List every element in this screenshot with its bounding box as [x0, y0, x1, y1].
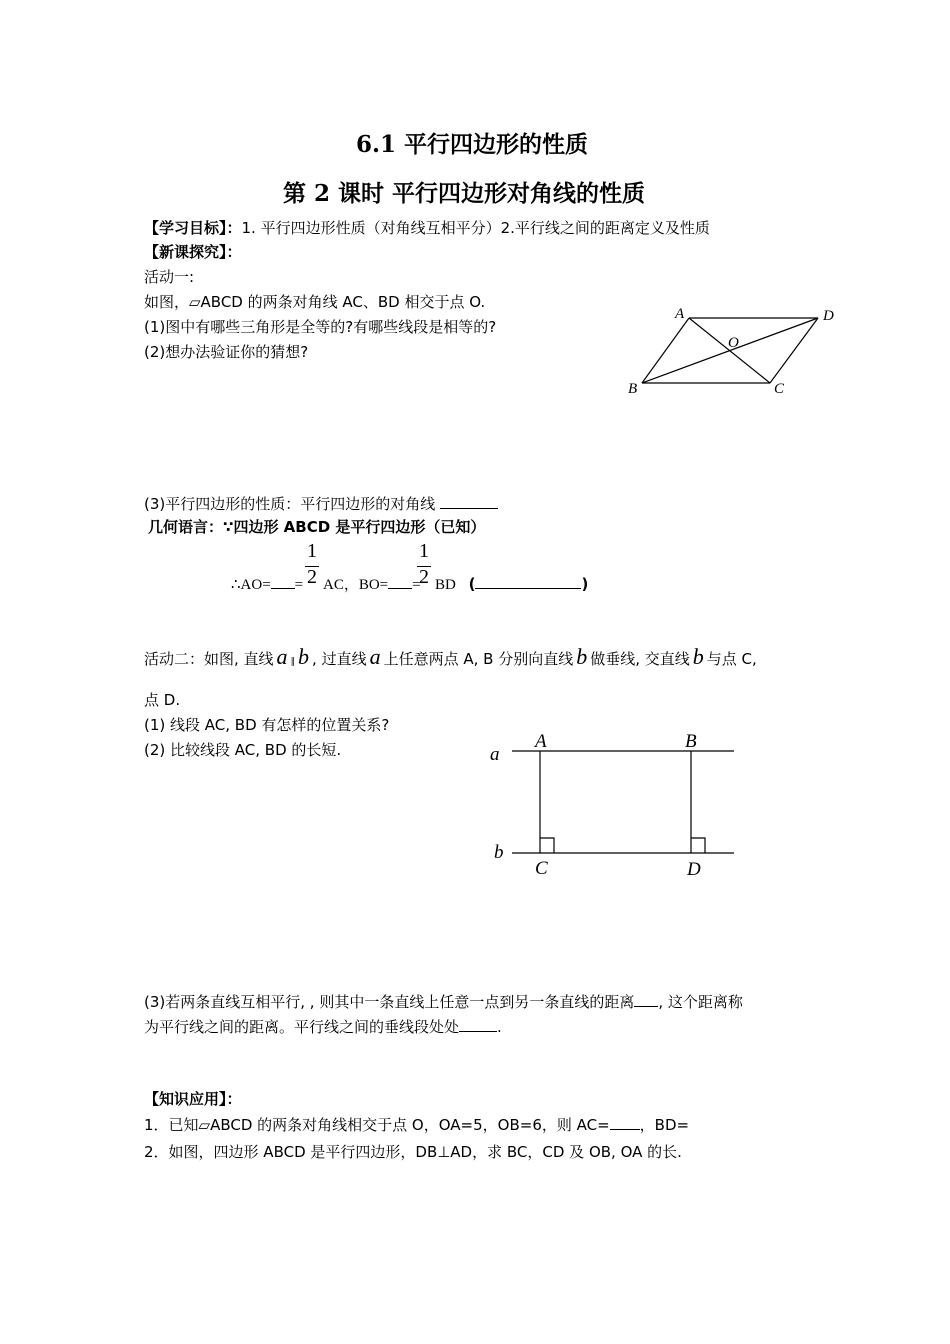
activity2-line1	[144, 645, 757, 674]
activity2-line2: 点 D.	[144, 691, 181, 709]
page-title: 6.1 平行四边形的性质	[356, 131, 589, 158]
blank-diagonal-property[interactable]	[440, 494, 498, 509]
label-C: C	[774, 381, 785, 397]
equals-sign: =	[294, 577, 304, 593]
side-BA	[642, 318, 689, 383]
parallel-symbol: ∥	[290, 657, 296, 667]
label-point-B: B	[685, 731, 697, 752]
blank-everywhere[interactable]	[459, 1017, 497, 1032]
var-b-3: b	[692, 644, 704, 669]
right-angle-D	[691, 838, 705, 853]
activity2-q2: (2) 比较线段 AC, BD 的长短.	[144, 741, 342, 759]
blank-AC[interactable]	[610, 1115, 640, 1130]
label-point-A: A	[535, 731, 547, 752]
activity2-q3-text-d: .	[497, 1018, 502, 1036]
activity1-q1: (1)图中有哪些三角形是全等的?有哪些线段是相等的?	[144, 318, 497, 336]
lesson-subtitle: 第 2 课时 平行四边形对角线的性质	[283, 180, 646, 207]
new-lesson-label: 【新课探究】：	[144, 243, 242, 261]
activity2-text-e: 与点 C,	[706, 650, 757, 668]
apply-label: 【知识应用】：	[144, 1090, 242, 1108]
label-A: A	[675, 306, 685, 322]
var-a-2: a	[369, 644, 381, 669]
bd-label: BD	[435, 577, 456, 593]
apply-problem-1	[144, 1115, 689, 1134]
activity2-text-d: 做垂线, 交直线	[590, 650, 690, 668]
goals-line	[144, 219, 710, 237]
equals-sign-2: =	[412, 577, 421, 593]
fraction-1-numerator: 1	[307, 540, 317, 562]
right-angle-C	[540, 838, 554, 853]
activity2-q3-text-b: , 这个距离称	[658, 993, 743, 1011]
apply-problem-2: 2．如图，四边形 ABCD 是平行四边形，DB⊥AD，求 BC，CD 及 OB, OA 的长.	[144, 1143, 682, 1161]
activity1-q3-text: (3)平行四边形的性质：平行四边形的对角线	[144, 495, 436, 513]
activity2-q3-text-c: 为平行线之间的距离。平行线之间的垂线段处处	[144, 1018, 460, 1036]
goals-label: 【学习目标】：	[144, 219, 242, 237]
ac-bo-text	[323, 574, 421, 594]
activity2-q3-line1	[144, 992, 743, 1011]
apply-p1-text-a: 1．已知▱ABCD 的两条对角线相交于点 O，OA=5，OB=6，则 AC=	[144, 1116, 610, 1134]
label-line-b: b	[494, 842, 504, 863]
paren-close: )	[581, 575, 589, 593]
therefore-text: ∴AO=	[231, 577, 271, 593]
label-O: O	[728, 335, 739, 351]
activity1-heading: 活动一:	[144, 268, 195, 286]
blank-AO[interactable]	[271, 574, 295, 589]
fraction-2-numerator: 1	[419, 540, 429, 562]
geometry-language: 几何语言：∵四边形 ABCD 是平行四边形（已知）	[148, 518, 486, 536]
side-DC	[770, 318, 818, 383]
var-b-2: b	[576, 644, 588, 669]
activity2-q3-text-a: (3)若两条直线互相平行, , 则其中一条直线上任意一点到另一条直线的距离	[144, 993, 635, 1011]
blank-reason[interactable]	[475, 574, 581, 589]
activity1-q3	[144, 494, 498, 513]
label-point-C: C	[535, 858, 548, 879]
var-b: b	[298, 644, 310, 669]
fraction-1-denominator: 2	[307, 566, 317, 588]
activity1-intro: 如图，▱ABCD 的两条对角线 AC、BD 相交于点 O.	[144, 293, 486, 311]
activity2-q1: (1) 线段 AC, BD 有怎样的位置关系?	[144, 716, 390, 734]
activity2-q3-line2	[144, 1017, 502, 1036]
fraction-2-denominator: 2	[419, 566, 429, 588]
parallel-lines-figure	[480, 725, 750, 885]
bd-reason	[435, 574, 588, 594]
activity2-text-b: , 过直线	[312, 650, 367, 668]
paren-open: (	[468, 575, 476, 593]
ac-bo-label: AC，BO=	[323, 577, 389, 593]
label-point-D: D	[687, 859, 701, 880]
activity1-q2: (2)想办法验证你的猜想?	[144, 343, 309, 361]
parallelogram-figure	[620, 300, 850, 400]
therefore-AO	[231, 574, 303, 594]
label-line-a: a	[490, 744, 500, 765]
goals-text: 1. 平行四边形性质（对角线互相平分）2.平行线之间的距离定义及性质	[241, 219, 710, 237]
label-D: D	[823, 308, 834, 324]
label-B: B	[628, 381, 638, 397]
apply-p1-text-b: ，BD=	[639, 1116, 690, 1134]
var-a: a	[276, 644, 288, 669]
blank-BO[interactable]	[388, 574, 412, 589]
blank-distance[interactable]	[634, 992, 658, 1007]
activity2-text-a: 活动二：如图, 直线	[144, 650, 274, 668]
activity2-text-c: 上任意两点 A, B 分别向直线	[383, 650, 574, 668]
